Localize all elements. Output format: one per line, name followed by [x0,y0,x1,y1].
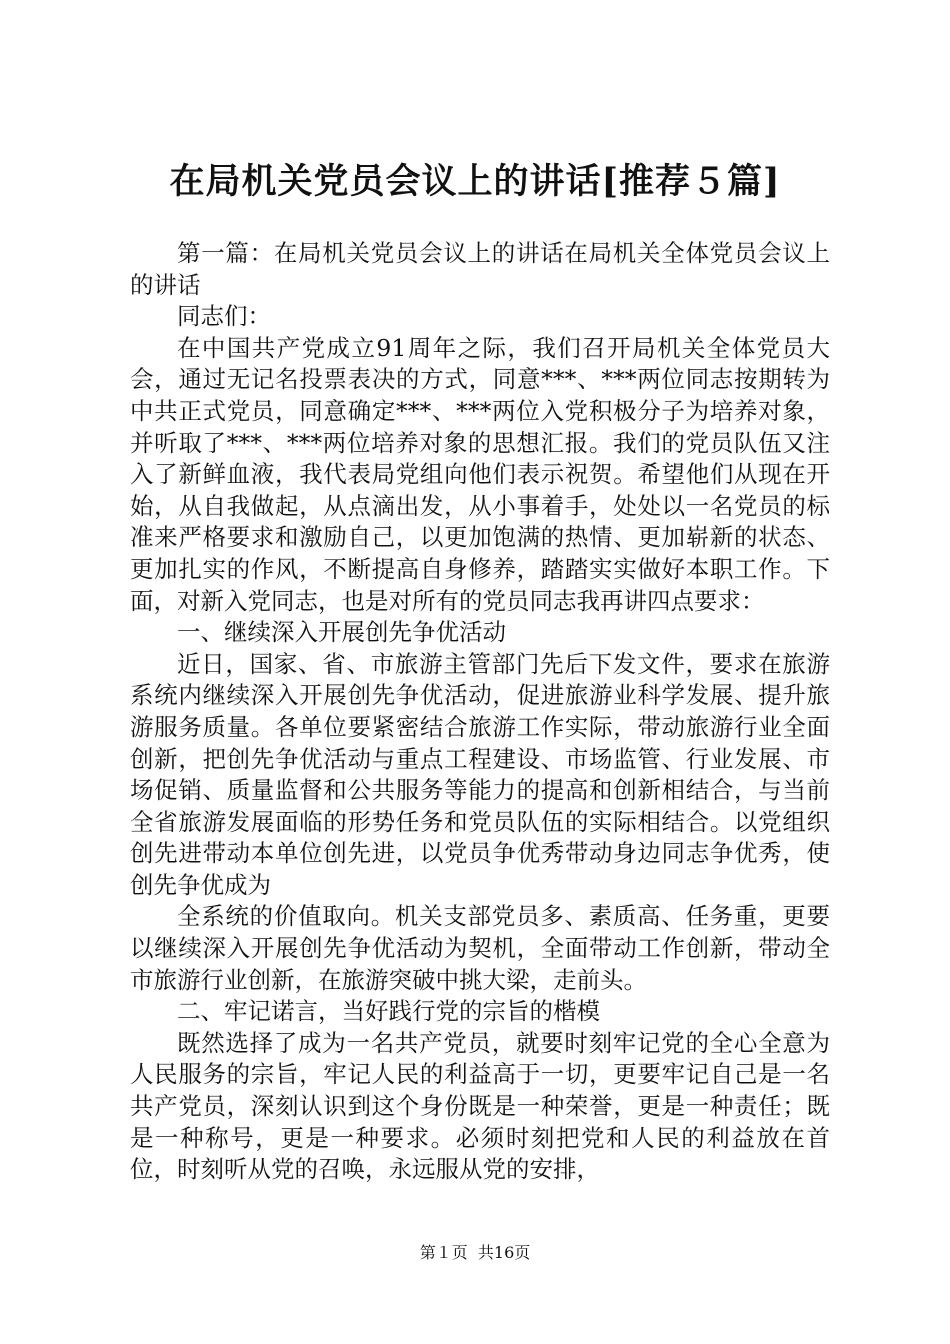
paragraph-introduction: 在中国共产党成立91周年之际，我们召开局机关全体党员大会，通过无记名投票表决的方式，同意***、***两位同志按期转为中共正式党员，同意确定***、***两位入党积极分子为培养对象，并听取了***、***两位培养对象的思想汇报。我们的党员队伍又注入了新鲜血液，我代表局党组向他们表示祝贺。希望他们从现在开始，从自我做起，从点滴出发，从小事着手，处处以一名党员的标准来严格要求和激励自己，以更加饱满的热情、更加崭新的状态、更加扎实的作风，不断提高自身修养，踏踏实实做好本职工作。下面，对新入党同志，也是对所有的党员同志我再讲四点要求： [130,333,830,615]
document-title: 在局机关党员会议上的讲话[推荐５篇] [169,161,781,202]
section-heading-2: 二、牢记诺言，当好践行党的宗旨的楷模 [177,997,600,1026]
paragraph-chapter-heading: 第一篇：在局机关党员会议上的讲话在局机关全体党员会议上的讲话 [130,239,830,299]
paragraph-section-1-continued: 全系统的价值取向。机关支部党员多、素质高、任务重，更要以继续深入开展创先争优活动为契机，全面带动工作创新，带动全市旅游行业创新，在旅游突破中挑大梁，走前头。 [130,902,830,994]
paragraph-section-1: 近日，国家、省、市旅游主管部门先后下发文件，要求在旅游系统内继续深入开展创先争优活动，促进旅游业科学发展、提升旅游服务质量。各单位要紧密结合旅游工作实际，带动旅游行业全面创新，把创先争优活动与重点工程建设、市场监管、行业发展、市场促销、质量监督和公共服务等能力的提高和创新相结合，与当前全省旅游发展面临的形势任务和党员队伍的实际相结合。以党组织创先进带动本单位创先进，以党员争优秀带动身边同志争优秀，使创先争优成为 [130,649,830,899]
paragraph-section-2: 既然选择了成为一名共产党员，就要时刻牢记党的全心全意为人民服务的宗旨，牢记人民的利益高于一切，更要牢记自己是一名共产党员，深刻认识到这个身份既是一种荣誉，更是一种责任；既是一种称号，更是一种要求。必须时刻把党和人民的利益放在首位，时刻听从党的召唤，永远服从党的安排， [130,1028,830,1184]
section-heading-1: 一、继续深入开展创先争优活动 [177,618,506,647]
page-number-footer: 第１页 共16页 [419,1243,531,1262]
paragraph-salutation: 同志们： [177,302,271,331]
document-body [130,238,830,1186]
